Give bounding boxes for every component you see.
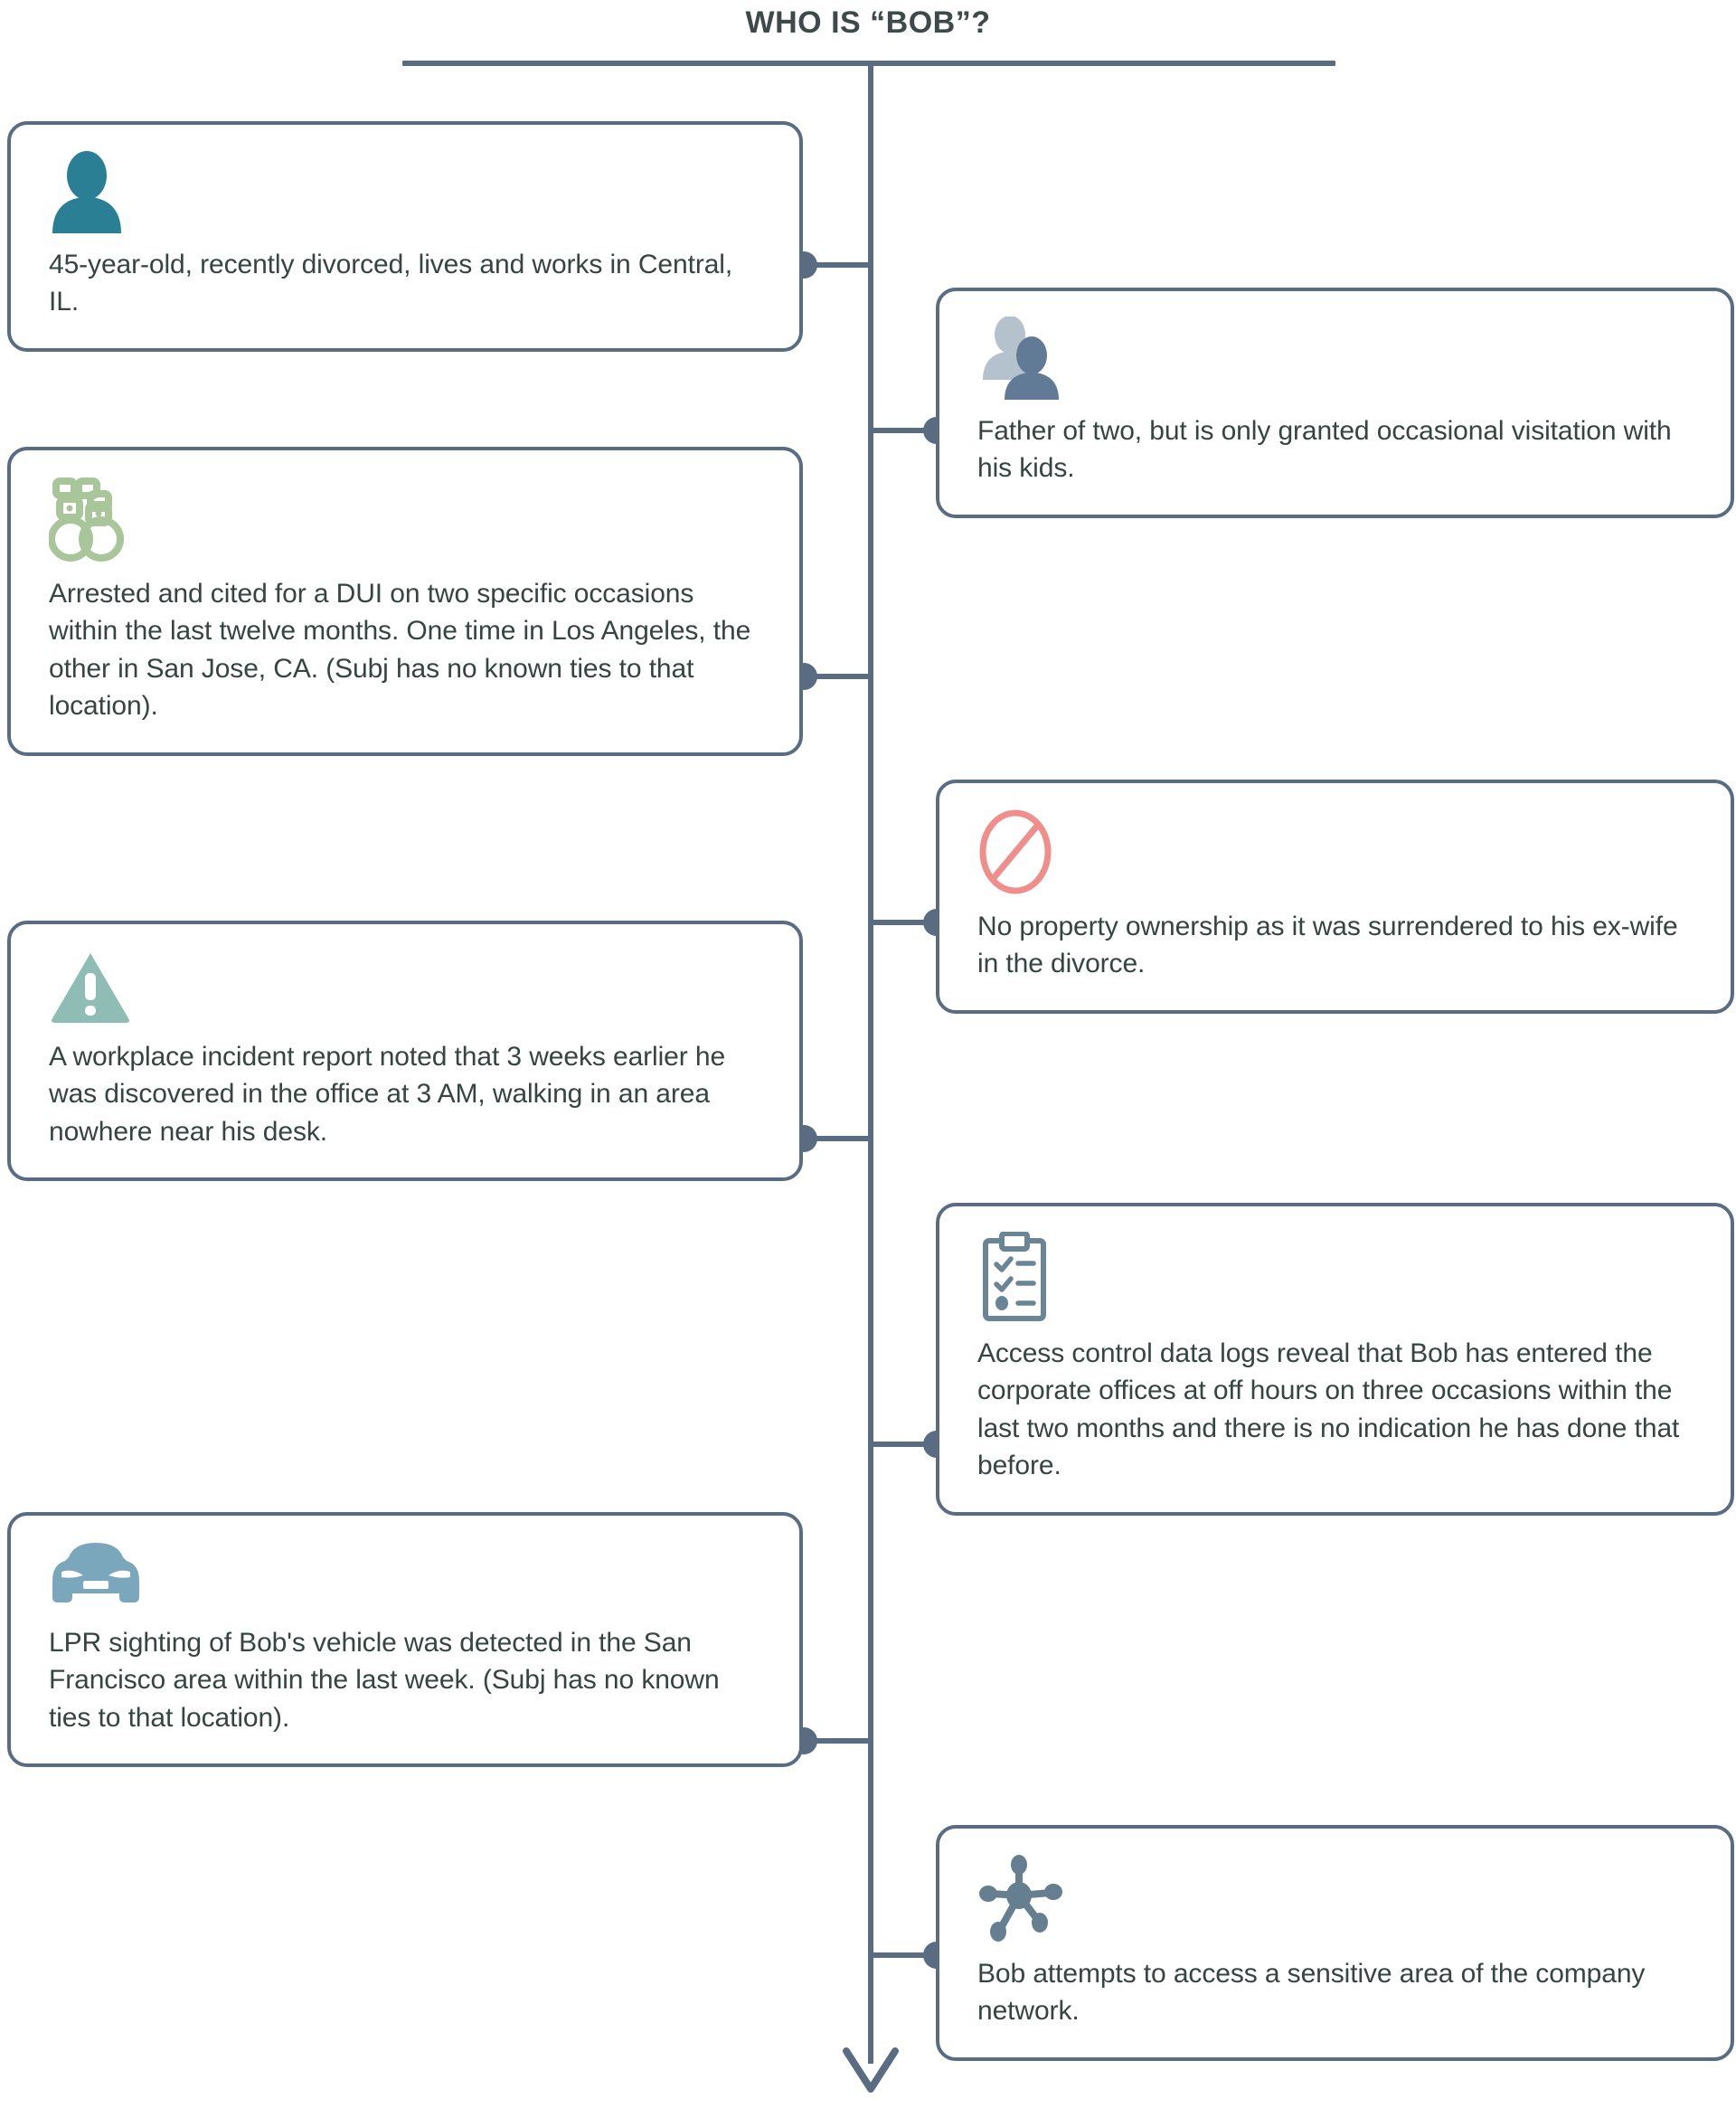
fact-card-text: LPR sighting of Bob's vehicle was detected in the San Francisco area within the last week. (Subj has no known ties to that location).	[49, 1628, 720, 1733]
fact-card-access-control-logs[interactable]	[936, 1203, 1734, 1516]
handcuffs-icon	[49, 476, 136, 562]
fact-card-person[interactable]	[7, 121, 803, 352]
fact-card-dui[interactable]	[7, 447, 803, 756]
prohibited-icon	[977, 808, 1053, 895]
page-title: WHO IS “BOB”?	[745, 5, 991, 40]
fact-card-text: Father of two, but is only granted occasional visitation with his kids.	[977, 416, 1672, 484]
timeline-spine	[868, 63, 873, 2064]
fact-card-workplace-incident[interactable]	[7, 921, 803, 1181]
fact-card-text: Arrested and cited for a DUI on two specific occasions within the last twelve months. One time in Los Angeles, the other in San Jose, CA. (Subj has no known ties to that location).	[49, 579, 751, 722]
warning-triangle-icon	[49, 950, 132, 1026]
fact-card-text: A workplace incident report noted that 3 weeks earlier he was discovered in the office at 3 AM, walking in an area nowhere near his desk.	[49, 1042, 726, 1147]
fact-card-no-property[interactable]	[936, 780, 1734, 1014]
fact-card-lpr-sighting[interactable]	[7, 1512, 803, 1767]
network-hub-icon	[977, 1854, 1068, 1943]
clipboard-checklist-icon	[977, 1232, 1052, 1322]
fact-card-text: No property ownership as it was surrendered to his ex-wife in the divorce.	[977, 912, 1678, 979]
person-icon	[49, 150, 125, 233]
car-icon	[49, 1541, 143, 1612]
fact-card-text: Bob attempts to access a sensitive area of the company network.	[977, 1959, 1646, 2027]
family-icon	[977, 317, 1068, 400]
fact-card-network-access-attempt[interactable]	[936, 1825, 1734, 2061]
spine-arrow-icon	[841, 2046, 901, 2100]
fact-card-father-of-two[interactable]	[936, 288, 1734, 518]
fact-card-text: 45-year-old, recently divorced, lives and works in Central, IL.	[49, 250, 733, 317]
fact-card-text: Access control data logs reveal that Bob has entered the corporate offices at off hours on three occasions within the last two months and there is no indication he has done that before.	[977, 1338, 1680, 1481]
